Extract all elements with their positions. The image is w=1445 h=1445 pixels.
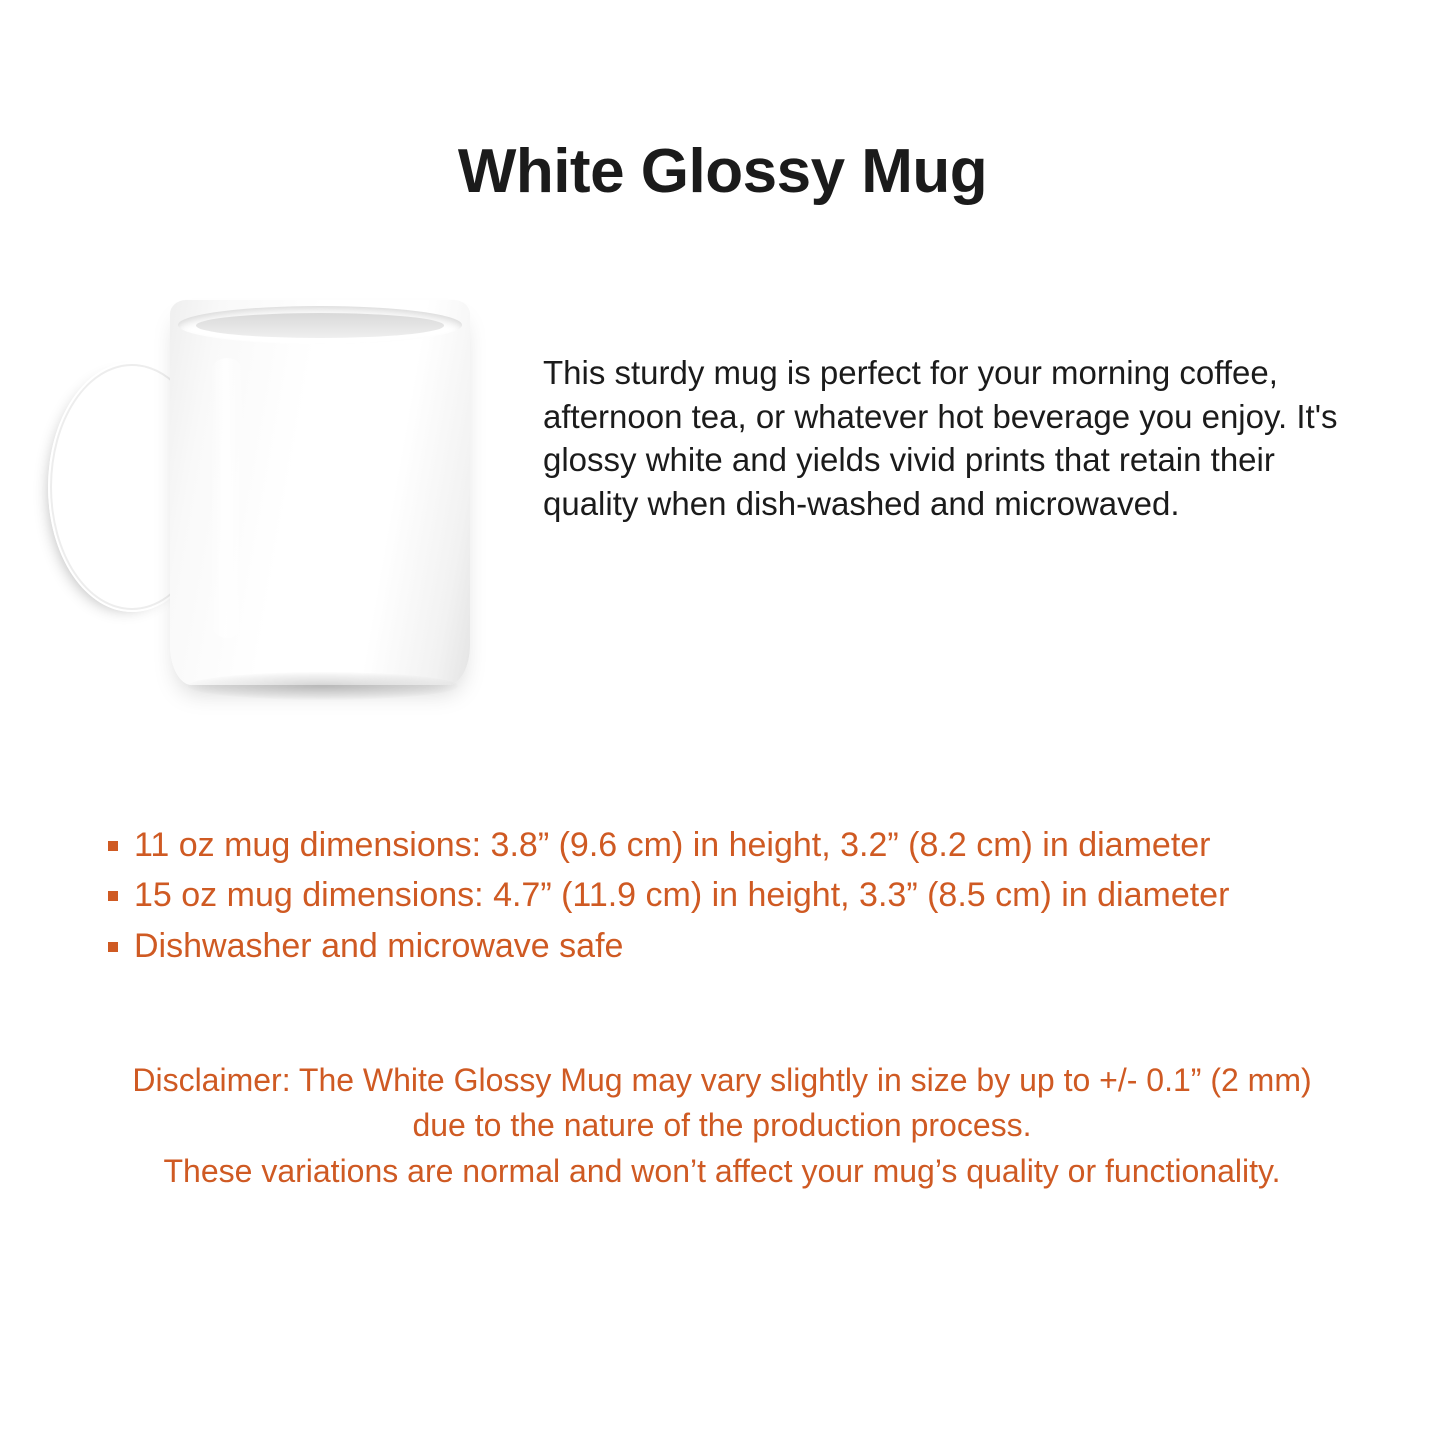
list-item [108, 921, 1368, 971]
mug-interior [196, 313, 444, 338]
feature-text: Dishwasher and microwave safe [134, 926, 624, 965]
square-bullet-icon [108, 841, 118, 851]
page-title: White Glossy Mug [457, 136, 988, 206]
mug-gloss-highlight [210, 358, 244, 638]
mug-drop-shadow [188, 672, 458, 700]
feature-text: 15 oz mug dimensions: 4.7” (11.9 cm) in height, 3.3” (8.5 cm) in diameter [134, 876, 1230, 915]
disclaimer-line-3: These variations are normal and won’t affect your mug’s quality or functionality. [163, 1152, 1281, 1189]
list-item [108, 820, 1368, 870]
feature-list [108, 820, 1368, 971]
product-description: This sturdy mug is perfect for your morning coffee, afternoon tea, or whatever hot beverage you enjoy. It's glossy white and yields vivid prints that retain their quality when dish-washed and microwaved. [543, 354, 1338, 522]
list-item [108, 870, 1368, 920]
product-image [10, 255, 510, 725]
mug-illustration [170, 300, 470, 685]
disclaimer [72, 1058, 1372, 1194]
disclaimer-line-2: due to the nature of the production process. [412, 1107, 1032, 1144]
square-bullet-icon [108, 891, 118, 901]
feature-text: 11 oz mug dimensions: 3.8” (9.6 cm) in height, 3.2” (8.2 cm) in diameter [134, 826, 1211, 864]
disclaimer-line-1: Disclaimer: The White Glossy Mug may vary slightly in size by up to +/- 0.1” (2 mm) [132, 1062, 1312, 1098]
square-bullet-icon [108, 942, 118, 952]
